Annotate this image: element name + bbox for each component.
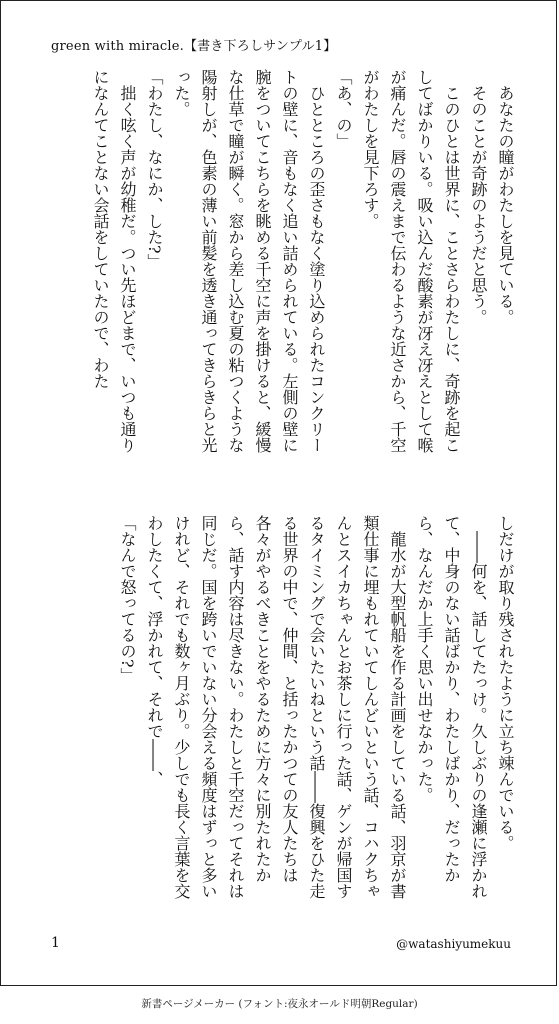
paragraph: 「わたし、なにか、した?」 — [145, 69, 164, 270]
author-handle: @watashiyumekuu — [396, 937, 511, 951]
paragraph: 龍水が大型帆船を作る計画をしている話、羽京が書類仕事に埋もれていてしんどいという話、コハクちゃんとスイカちゃんとお茶しに行った話、ゲンが帰国するタイミングで会いたいねという話――復興をひた走る世界の中で、仲間、と括ったかつての友人たちは各々がやるべきことをやるために方々に別たれたから、話す内容は尽きない。わたしと千空だってそれは同じだ。国を跨いでいない分会える頻度はずっと多いけれど、それでも数ヶ月ぶり。少しでも長く言葉を交わしたくて、浮かれて、それで――、 — [145, 515, 407, 899]
page-number: 1 — [51, 935, 60, 951]
paragraph: あなたの瞳がわたしを見ている。 — [496, 85, 515, 325]
paragraph: しだけが取り残されたように立ち竦んでいる。 — [496, 515, 515, 851]
running-title: green with miracle.【書き下ろしサンプル1】 — [51, 39, 337, 54]
paragraph: 拙く呟く声が幼稚だ。つい先ほどまで、いつも通りになんてことない会話をしていたので、わた — [91, 69, 137, 453]
paragraph: 「あ、の」 — [334, 69, 353, 149]
paragraph: このひとは世界に、ことさらわたしに、奇跡を起こしてばかりいる。吸い込んだ酸素が冴え冴えとして喉が痛んだ。唇の震えまで伝わるような近さから、千空がわたしを見下ろす。 — [361, 69, 461, 453]
paragraph: そのことが奇跡のようだと思う。 — [469, 85, 488, 325]
top-text-column — [49, 69, 519, 465]
paragraph: ひとところの歪さもなく塗り込められたコンクリートの壁に、音もなく追い詰められている。左側の壁に腕をついてこちらを眺める千空に声を掛けると、緩慢な仕草で瞳が瞬く。窓から差し込む夏の粘つくような陽射しが、色素の薄い前髪を透き通ってきらきらと光った。 — [172, 69, 326, 453]
footer-credit: 新書ページメーカー (フォント:夜永オールド明朝Regular) — [141, 998, 418, 1010]
paragraph: 「なんで怒ってるの?」 — [118, 515, 137, 684]
bottom-text-column — [49, 515, 519, 911]
paragraph: ――何を、話してたっけ。久しぶりの逢瀬に浮かれて、中身のない話ばかり、わたしばかり、だったから、なんだか上手く思い出せなかった。 — [415, 515, 488, 899]
